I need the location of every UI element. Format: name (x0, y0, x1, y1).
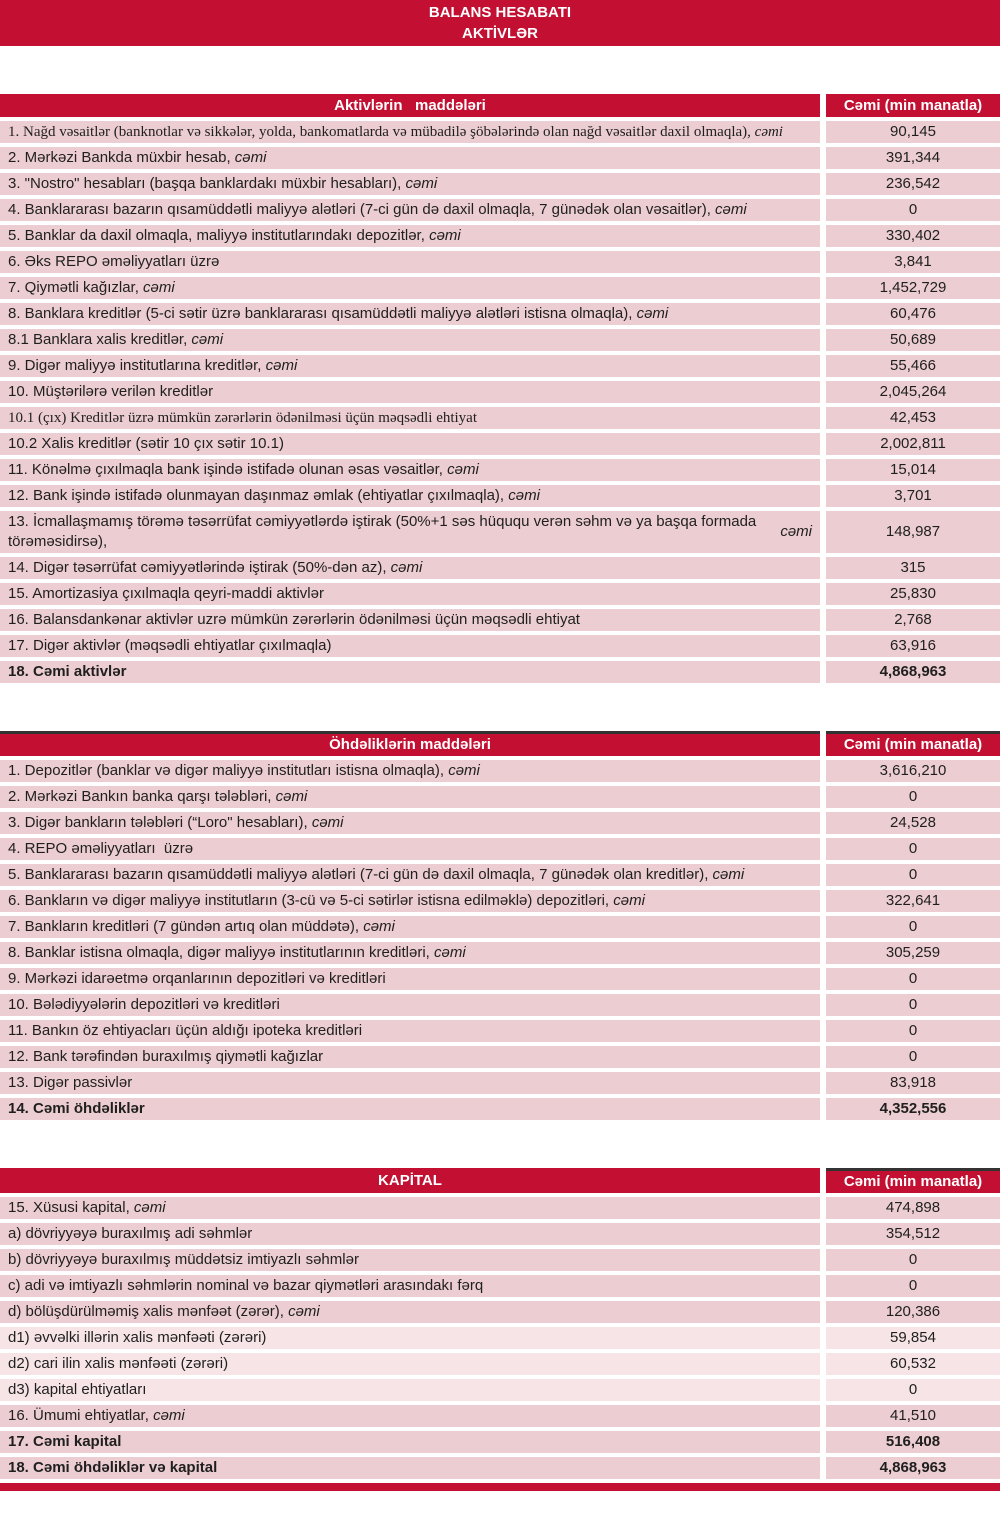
table-row (0, 173, 1000, 195)
table-row (0, 381, 1000, 403)
table-row (0, 355, 1000, 377)
row-label-text: 10. Bələdiyyələrin depozitləri və kreditləri (8, 996, 280, 1013)
row-label-suffix-italic: cəmi (363, 918, 395, 935)
row-label (0, 1301, 820, 1323)
table-row (0, 1098, 1000, 1120)
financial-table-kapital (0, 1168, 1000, 1479)
row-label-text: 5. Banklararası bazarın qısamüddətli maliyyə alətləri (7-ci gün də daxil olmaqla, 7 günədək olan kreditlər), (8, 866, 713, 883)
table-row (0, 1327, 1000, 1349)
row-label (0, 812, 820, 834)
row-value: 4,868,963 (826, 1457, 1000, 1479)
table-header-label: KAPİTAL (0, 1168, 820, 1193)
row-value: 0 (826, 1046, 1000, 1068)
table-row (0, 1072, 1000, 1094)
row-value: 0 (826, 199, 1000, 221)
row-value: 63,916 (826, 635, 1000, 657)
row-label (0, 1327, 820, 1349)
row-label (0, 1457, 820, 1479)
row-value: 0 (826, 968, 1000, 990)
row-label-suffix-italic: cəmi (715, 201, 747, 218)
row-label-text: 16. Balansdankənar aktivlər uzrə mümkün zərərlərin ödənilməsi üçün məqsədli ehtiyat (8, 611, 580, 628)
row-label (0, 251, 820, 273)
row-label-text: 14. Digər təsərrüfat cəmiyyətlərində iştirak (50%-dən az), (8, 559, 391, 576)
table-row (0, 583, 1000, 605)
table-row (0, 968, 1000, 990)
table-row (0, 812, 1000, 834)
row-label-suffix-italic: cəmi (434, 944, 466, 961)
row-label-text: 12. Bank işində istifadə olunmayan daşınmaz əmlak (ehtiyatlar çıxılmaqla), (8, 487, 509, 504)
row-label-suffix-italic: cəmi (265, 357, 298, 374)
table-row (0, 994, 1000, 1016)
tables-container (0, 94, 1000, 1479)
row-label-text: b) dövriyyəyə buraxılmış müddətsiz imtiyazlı səhmlər (8, 1251, 359, 1268)
table-row (0, 760, 1000, 782)
row-label-suffix-italic: cəmi (429, 227, 461, 244)
row-label (0, 1353, 820, 1375)
row-label-text: 11. Könəlmə çıxılmaqla bank işində istifadə olunan əsas vəsaitlər, (8, 461, 448, 478)
row-value: 474,898 (826, 1197, 1000, 1219)
row-label-text: 8. Banklar istisna olmaqla, digər maliyyə institutlarının kreditləri, (8, 944, 435, 961)
table-row (0, 1046, 1000, 1068)
row-label-suffix-italic: cəmi (288, 1303, 320, 1320)
row-label-text: 17. Cəmi kapital (8, 1433, 122, 1450)
row-label-text: 10. Müştərilərə verilən kreditlər (8, 383, 214, 400)
table-row (0, 147, 1000, 169)
row-label (0, 381, 820, 403)
row-value: 0 (826, 1379, 1000, 1401)
table-header-value: Cəmi (min manatla) (826, 94, 1000, 117)
row-label (0, 199, 820, 221)
row-value: 50,689 (826, 329, 1000, 351)
table-row (0, 251, 1000, 273)
row-value: 1,452,729 (826, 277, 1000, 299)
row-label-text: 3. "Nostro" hesabları (başqa banklardakı müxbir hesabları), (8, 175, 406, 192)
table-row (0, 1249, 1000, 1271)
row-label-text: 7. Bankların kreditləri (7 gündən artıq olan müddətə), (8, 918, 364, 935)
row-label-suffix-italic: cəmi (191, 331, 224, 348)
row-label-text: d3) kapital ehtiyatları (8, 1381, 147, 1398)
row-label-text: 10.2 Xalis kreditlər (sətir 10 çıx sətir 10.1) (8, 435, 284, 452)
row-label-text: 6. Əks REPO əməliyyatları üzrə (8, 253, 220, 270)
row-value: 0 (826, 994, 1000, 1016)
row-label (0, 303, 820, 325)
table-row (0, 1020, 1000, 1042)
financial-table-ohdelikler (0, 731, 1000, 1120)
row-label (0, 1223, 820, 1245)
table-row (0, 838, 1000, 860)
row-label (0, 760, 820, 782)
row-label (0, 1197, 820, 1219)
row-value: 41,510 (826, 1405, 1000, 1427)
table-row (0, 329, 1000, 351)
row-value: 0 (826, 916, 1000, 938)
table-rows (0, 121, 1000, 683)
table-row (0, 433, 1000, 455)
row-label-text: 18. Cəmi öhdəliklər və kapital (8, 1459, 218, 1476)
row-label (0, 173, 820, 195)
row-label (0, 557, 820, 579)
row-label-suffix-italic: cəmi (613, 892, 645, 909)
table-row (0, 916, 1000, 938)
table-row (0, 1353, 1000, 1375)
row-label-suffix-italic: cəmi (390, 559, 423, 576)
row-label (0, 838, 820, 860)
row-value: 120,386 (826, 1301, 1000, 1323)
row-value: 24,528 (826, 812, 1000, 834)
row-value: 2,768 (826, 609, 1000, 631)
row-label (0, 225, 820, 247)
table-row (0, 942, 1000, 964)
row-label (0, 1431, 820, 1453)
table-row (0, 1275, 1000, 1297)
row-label-text: 9. Digər maliyyə institutlarına kreditlər, (8, 357, 266, 374)
table-row (0, 1223, 1000, 1245)
table-row (0, 786, 1000, 808)
row-label (0, 1072, 820, 1094)
row-value: 315 (826, 557, 1000, 579)
row-label-text: 15. Amortizasiya çıxılmaqla qeyri-maddi aktivlər (8, 585, 324, 602)
row-label (0, 511, 820, 553)
row-label-suffix-italic: cəmi (143, 279, 175, 296)
row-label (0, 355, 820, 377)
row-value: 42,453 (826, 407, 1000, 429)
row-label-suffix-italic: cəmi (311, 814, 344, 831)
row-value: 15,014 (826, 459, 1000, 481)
table-row (0, 1379, 1000, 1401)
row-value: 305,259 (826, 942, 1000, 964)
row-label-suffix-italic: cəmi (405, 175, 438, 192)
row-value: 60,476 (826, 303, 1000, 325)
row-label-text: 2. Mərkəzi Bankda müxbir hesab, (8, 149, 235, 166)
row-value: 330,402 (826, 225, 1000, 247)
row-label-text: 1. Nağd vəsaitlər (banknotlar və sikkələr, yolda, bankomatlarda və mübadilə şöbələrində olan nağd vəsaitlər daxil olmaqla), (8, 124, 755, 140)
row-label-text: 1. Depozitlər (banklar və digər maliyyə institutları istisna olmaqla), (8, 762, 449, 779)
table-row (0, 303, 1000, 325)
row-label (0, 407, 820, 429)
row-value: 322,641 (826, 890, 1000, 912)
row-label-text: 8.1 Banklara xalis kreditlər, (8, 331, 192, 348)
row-label-text: 16. Ümumi ehtiyatlar, (8, 1407, 154, 1424)
row-value: 0 (826, 864, 1000, 886)
row-label-text: 2. Mərkəzi Bankın banka qarşı tələbləri, (8, 788, 276, 805)
table-row (0, 485, 1000, 507)
table-row (0, 1457, 1000, 1479)
row-label-suffix-italic: cəmi (712, 866, 745, 883)
table-row (0, 277, 1000, 299)
row-label (0, 1046, 820, 1068)
table-row (0, 199, 1000, 221)
row-label-text: 13. Digər passivlər (8, 1074, 133, 1091)
table-rows (0, 760, 1000, 1120)
row-label-text: 15. Xüsusi kapital, (8, 1199, 134, 1216)
row-value: 59,854 (826, 1327, 1000, 1349)
row-label-text: d1) əvvəlki illərin xalis mənfəəti (zərəri) (8, 1329, 267, 1346)
report-title-bar (0, 0, 1000, 46)
row-label (0, 277, 820, 299)
table-row (0, 1197, 1000, 1219)
row-value: 391,344 (826, 147, 1000, 169)
row-label (0, 1405, 820, 1427)
table-row (0, 1405, 1000, 1427)
row-label-suffix-italic: cəmi (234, 149, 267, 166)
table-row (0, 511, 1000, 553)
row-value: 55,466 (826, 355, 1000, 377)
row-value: 0 (826, 1020, 1000, 1042)
row-label (0, 916, 820, 938)
row-label-suffix-italic: cəmi (448, 762, 480, 779)
row-label-text: 4. REPO əməliyyatları üzrə (8, 840, 194, 857)
table-row (0, 121, 1000, 143)
row-label (0, 864, 820, 886)
row-label-text: 12. Bank tərəfindən buraxılmış qiymətli kağızlar (8, 1048, 324, 1065)
row-label-suffix-italic: cəmi (447, 461, 479, 478)
table-header-label: Aktivlərin maddələri (0, 94, 820, 117)
row-label-text: d) bölüşdürülməmiş xalis mənfəət (zərər), (8, 1303, 289, 1320)
row-value: 2,002,811 (826, 433, 1000, 455)
row-label (0, 433, 820, 455)
report-title: BALANS HESABATI (428, 4, 572, 21)
row-label (0, 1379, 820, 1401)
row-label (0, 635, 820, 657)
row-label (0, 661, 820, 683)
table-row (0, 1431, 1000, 1453)
row-label-text: 5. Banklar da daxil olmaqla, maliyyə institutlarındakı depozitlər, (8, 227, 430, 244)
row-value: 3,616,210 (826, 760, 1000, 782)
row-label (0, 459, 820, 481)
table-row (0, 635, 1000, 657)
row-label (0, 485, 820, 507)
row-label-text: 10.1 (çıx) Kreditlər üzrə mümkün zərərlərin ödənilməsi üçün məqsədli ehtiyat (8, 410, 478, 426)
row-value: 0 (826, 838, 1000, 860)
row-label (0, 583, 820, 605)
table-header-row (0, 94, 1000, 117)
table-header-value: Cəmi (min manatla) (826, 1168, 1000, 1193)
row-value: 83,918 (826, 1072, 1000, 1094)
row-label-text: c) adi və imtiyazlı səhmlərin nominal və bazar qiymətləri arasındakı fərq (8, 1277, 484, 1294)
row-value: 4,352,556 (826, 1098, 1000, 1120)
row-value: 148,987 (826, 511, 1000, 553)
row-value: 3,701 (826, 485, 1000, 507)
table-row (0, 1301, 1000, 1323)
row-label-text: 9. Mərkəzi idarəetmə orqanlarının depozitləri və kreditləri (8, 970, 386, 987)
row-label-text: 17. Digər aktivlər (məqsədli ehtiyatlar çıxılmaqla) (8, 637, 332, 654)
table-row (0, 557, 1000, 579)
table-row (0, 890, 1000, 912)
row-label-text: 6. Bankların və digər maliyyə institutların (3-cü və 5-ci sətirlər istisna edilməklə) depozitləri, (8, 892, 614, 909)
row-label (0, 1249, 820, 1271)
row-label-text: 11. Bankın öz ehtiyacları üçün aldığı ipoteka kreditləri (8, 1022, 363, 1039)
row-label-suffix-italic: cəmi (275, 788, 308, 805)
row-label (0, 121, 820, 143)
table-rows (0, 1197, 1000, 1479)
row-value: 60,532 (826, 1353, 1000, 1375)
row-value: 2,045,264 (826, 381, 1000, 403)
table-header-label: Öhdəliklərin maddələri (0, 731, 820, 756)
row-value: 3,841 (826, 251, 1000, 273)
table-row (0, 609, 1000, 631)
row-label (0, 890, 820, 912)
row-value: 4,868,963 (826, 661, 1000, 683)
row-label-text: 14. Cəmi öhdəliklər (8, 1100, 145, 1117)
row-value: 354,512 (826, 1223, 1000, 1245)
table-header-value: Cəmi (min manatla) (826, 731, 1000, 756)
row-label-suffix-italic: cəmi (153, 1407, 185, 1424)
row-label (0, 994, 820, 1016)
table-row (0, 407, 1000, 429)
row-label (0, 968, 820, 990)
table-row (0, 225, 1000, 247)
row-label-suffix-italic: cəmi (636, 305, 669, 322)
row-label (0, 329, 820, 351)
row-label (0, 1020, 820, 1042)
table-header-row (0, 1168, 1000, 1193)
row-value: 0 (826, 1249, 1000, 1271)
row-label-suffix-italic: cəmi (754, 124, 783, 140)
row-value: 90,145 (826, 121, 1000, 143)
row-label (0, 1275, 820, 1297)
report-subtitle: AKTİVLƏR (462, 25, 538, 42)
row-label-text: 8. Banklara kreditlər (5-ci sətir üzrə banklararası qısamüddətli maliyyə alətləri istisna olmaqla), (8, 305, 637, 322)
row-label-text: a) dövriyyəyə buraxılmış adi səhmlər (8, 1225, 253, 1242)
table-row (0, 459, 1000, 481)
row-label-suffix-italic: cəmi (508, 487, 540, 504)
row-label-text: 13. İcmallaşmamış törəmə təsərrüfat cəmiyyətlərdə iştirak (50%+1 səs hüququ verən səhm və ya başqa formada törəməsidirsə), (8, 513, 761, 550)
financial-table-aktivler (0, 94, 1000, 683)
row-label-text: 3. Digər bankların tələbləri (“Loro" hesabları), (8, 814, 312, 831)
row-label-suffix-italic: cəmi (780, 523, 812, 540)
row-label (0, 942, 820, 964)
row-value: 0 (826, 1275, 1000, 1297)
row-value: 25,830 (826, 583, 1000, 605)
row-label (0, 786, 820, 808)
row-value: 516,408 (826, 1431, 1000, 1453)
table-row (0, 864, 1000, 886)
bottom-red-strip (0, 1483, 1000, 1491)
row-value: 0 (826, 786, 1000, 808)
table-header-row (0, 731, 1000, 756)
row-label-text: 18. Cəmi aktivlər (8, 663, 127, 680)
table-row (0, 661, 1000, 683)
row-label-text: d2) cari ilin xalis mənfəəti (zərəri) (8, 1355, 229, 1372)
row-label (0, 147, 820, 169)
row-value: 236,542 (826, 173, 1000, 195)
row-label (0, 1098, 820, 1120)
row-label (0, 609, 820, 631)
row-label-text: 4. Banklararası bazarın qısamüddətli maliyyə alətləri (7-ci gün də daxil olmaqla, 7 günədək olan vəsaitlər), (8, 201, 716, 218)
row-label-suffix-italic: cəmi (133, 1199, 166, 1216)
row-label-text: 7. Qiymətli kağızlar, (8, 279, 144, 296)
